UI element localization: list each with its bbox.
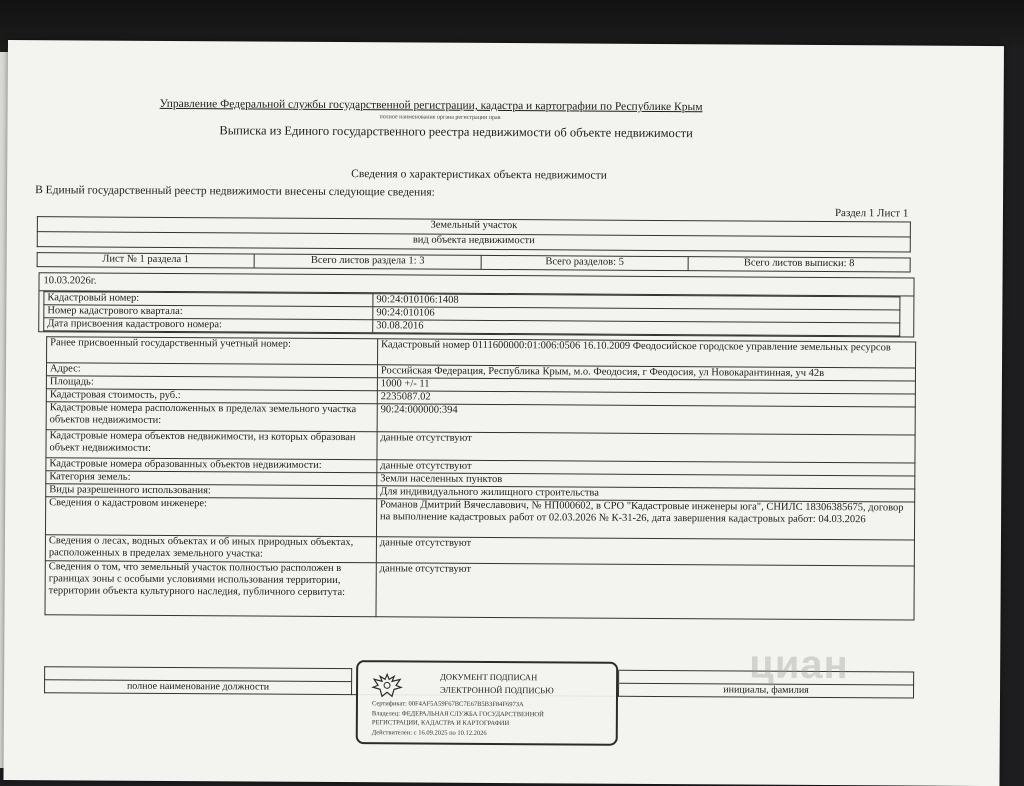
row-value: 90:24:010106:1408: [373, 294, 900, 310]
row-label: Ранее присвоенный государственный учетный номер:: [47, 337, 378, 365]
section-sheets-total: Всего листов раздела 1: 3: [254, 254, 481, 269]
object-type-table: [37, 216, 911, 252]
row-label: Площадь:: [46, 376, 377, 391]
position-caption: полное наименование должности: [45, 680, 352, 695]
row-label: Виды разрешенного использования:: [46, 484, 377, 499]
registrar-caption: полное наименование органа регистрации прав: [379, 114, 501, 122]
object-type-caption: вид объекта недвижимости: [37, 232, 910, 252]
watermark: циан: [749, 642, 849, 688]
row-label: Номер кадастрового квартала:: [44, 305, 373, 320]
row-value: 2235087.02: [377, 391, 915, 407]
row-value: 1000 +/- 11: [377, 378, 915, 394]
object-type: Земельный участок: [37, 217, 910, 237]
document-page: [3, 40, 1004, 786]
stamp-certificate: Сертификат: 00F4AF5A59F67BC7E67B5B3F84F6973A: [371, 700, 524, 709]
row-value: Кадастровый номер 0111600000:01:006:0506 16.10.2009 Феодосийское городское управление земельных ресурсов: [377, 339, 915, 368]
main-info-block: [38, 272, 914, 337]
extract-date: 10.03.2026г.: [39, 273, 913, 296]
main-info-table: [43, 291, 900, 336]
sheets-total: Всего листов выписки: 8: [688, 257, 910, 272]
row-label: Категория земель:: [46, 471, 377, 486]
row-label: Дата присвоения кадастрового номера:: [44, 318, 373, 333]
table-row: [45, 561, 914, 620]
row-label: Сведения о лесах, водных объектах и об иных природных объектах, расположенных в пределах земельного участка:: [45, 535, 376, 563]
row-value: Земли населенных пунктов: [377, 473, 915, 489]
eagle-emblem-icon: [370, 670, 404, 700]
row-value: Романов Дмитрий Вячеславович, № НП000602, в СРО "Кадастровые инженеры юга", СНИЛС 18306385675, договор на выполнение кадастровых работ от 02.03.2026 № К-31-26, дата завершения кадастровых работ: 04.03.2026: [376, 499, 914, 540]
row-value: Для индивидуального жилищного строительства: [377, 486, 915, 502]
row-label: Кадастровые номера объектов недвижимости, из которых образован объект недвижимости:: [46, 430, 377, 460]
row-label: Кадастровая стоимость, руб.:: [46, 389, 377, 404]
row-value: данные отсутствуют: [376, 537, 914, 566]
row-value: данные отсутствуют: [377, 460, 915, 476]
stamp-line-1: ДОКУМЕНТ ПОДПИСАН: [440, 671, 538, 683]
row-value: данные отсутствуют: [376, 563, 914, 620]
sections-total: Всего разделов: 5: [481, 255, 688, 270]
row-label: Кадастровые номера расположенных в пределах земельного участка объектов недвижимости:: [46, 402, 377, 432]
row-label: Сведения о кадастровом инженере:: [45, 497, 376, 537]
intro-text: В Единый государственный реестр недвижимости внесены следующие сведения:: [35, 184, 435, 199]
stamp-owner: Владелец: ФЕДЕРАЛЬНАЯ СЛУЖБА ГОСУДАРСТВЕННОЙ: [371, 710, 544, 719]
document-title: Выписка из Единого государственного реестра недвижимости об объекте недвижимости: [219, 123, 693, 141]
row-value: 90:24:010106: [373, 307, 900, 323]
sheet-info-table: [37, 252, 911, 272]
row-label: Кадастровые номера образованных объектов недвижимости:: [46, 458, 377, 473]
row-label: Сведения о том, что земельный участок полностью расположен в границах зоны с особыми условиями использования территории, территории объекта культурного наследия, публичного сервитута:: [45, 561, 376, 617]
sheet-number: Лист № 1 раздела 1: [37, 253, 254, 268]
section-title: Сведения о характеристиках объекта недвижимости: [351, 168, 607, 182]
name-caption: инициалы, фамилия: [619, 683, 914, 698]
section-number: Раздел 1 Лист 1: [834, 207, 909, 220]
stamp-line-2: ЭЛЕКТРОННОЙ ПОДПИСЬЮ: [440, 684, 554, 696]
row-value: Российская Федерация, Республика Крым, м.о. Феодосия, г Феодосия, ул Новокарантинная, уч 42в: [377, 365, 915, 381]
e-signature-stamp: [356, 660, 619, 746]
stamp-validity: Действителен: с 16.09.2025 по 10.12.2026: [371, 729, 487, 737]
details-table: [44, 336, 916, 620]
row-value: данные отсутствуют: [377, 432, 915, 463]
row-value: 30.08.2016: [373, 320, 900, 336]
registrar-name: Управление Федеральной службы государственной регистрации, кадастра и картографии по Республике Крым: [159, 97, 703, 114]
table-row: [45, 497, 914, 540]
row-value: 90:24:000000:394: [377, 404, 915, 435]
row-label: Кадастровый номер:: [44, 292, 373, 307]
stamp-owner-cont: РЕГИСТРАЦИИ, КАДАСТРА И КАРТОГРАФИИ: [371, 719, 510, 728]
row-label: Адрес:: [46, 363, 377, 378]
